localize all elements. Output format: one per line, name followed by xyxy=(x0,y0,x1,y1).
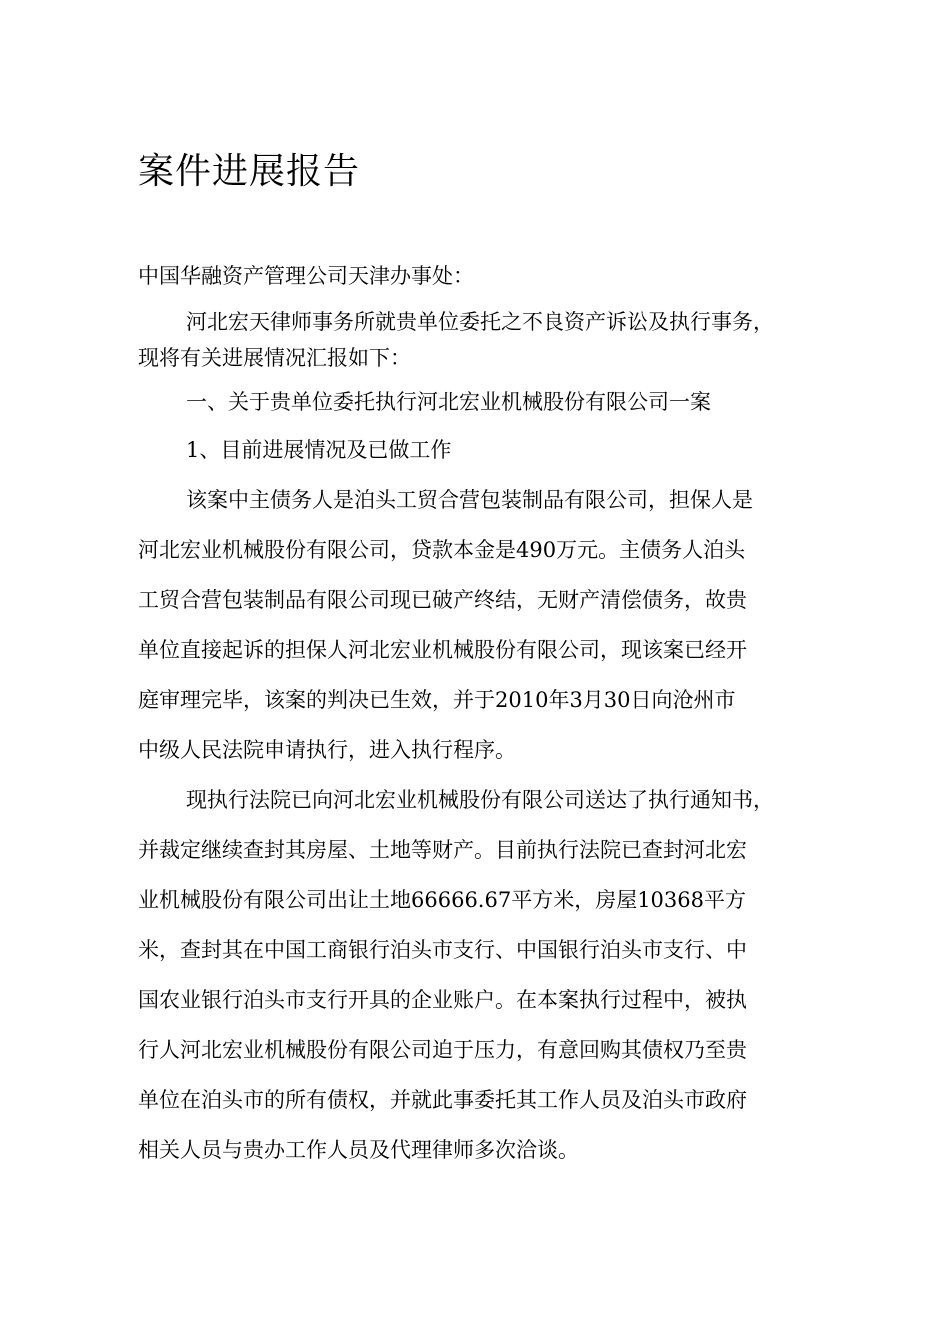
body-line: 中级人民法院申请执行，进入执行程序。 xyxy=(138,738,516,762)
body-line: 单位直接起诉的担保人河北宏业机械股份有限公司，现该案已经开 xyxy=(138,638,747,662)
body-line: 河北宏业机械股份有限公司，贷款本金是490万元。主债务人泊头 xyxy=(138,538,746,562)
body-line: 单位在泊头市的所有债权，并就此事委托其工作人员及泊头市政府 xyxy=(138,1088,747,1112)
body-line: 庭审理完毕，该案的判决已生效，并于2010年3月30日向沧州市 xyxy=(138,688,736,712)
body-line: 现执行法院已向河北宏业机械股份有限公司送达了执行通知书， xyxy=(186,788,774,812)
body-line: 工贸合营包装制品有限公司现已破产终结，无财产清偿债务，故贵 xyxy=(138,588,747,612)
body-line: 相关人员与贵办工作人员及代理律师多次洽谈。 xyxy=(138,1138,579,1162)
subsection-heading: 1、目前进展情况及已做工作 xyxy=(186,438,452,462)
document-title: 案件进展报告 xyxy=(138,151,361,192)
addressee-line: 中国华融资产管理公司天津办事处： xyxy=(138,264,474,288)
body-line: 米，查封其在中国工商银行泊头市支行、中国银行泊头市支行、中 xyxy=(138,938,747,962)
body-line: 业机械股份有限公司出让土地66666.67平方米，房屋10368平方 xyxy=(138,888,747,912)
section-heading: 一、关于贵单位委托执行河北宏业机械股份有限公司一案 xyxy=(186,390,711,414)
body-line: 现将有关进展情况汇报如下： xyxy=(138,346,411,370)
body-line: 该案中主债务人是泊头工贸合营包装制品有限公司，担保人是 xyxy=(186,488,753,512)
body-line: 行人河北宏业机械股份有限公司迫于压力，有意回购其债权乃至贵 xyxy=(138,1038,747,1062)
body-line: 并裁定继续查封其房屋、土地等财产。目前执行法院已查封河北宏 xyxy=(138,838,747,862)
body-line: 河北宏天律师事务所就贵单位委托之不良资产诉讼及执行事务， xyxy=(186,310,774,334)
body-line: 国农业银行泊头市支行开具的企业账户。在本案执行过程中，被执 xyxy=(138,988,747,1012)
